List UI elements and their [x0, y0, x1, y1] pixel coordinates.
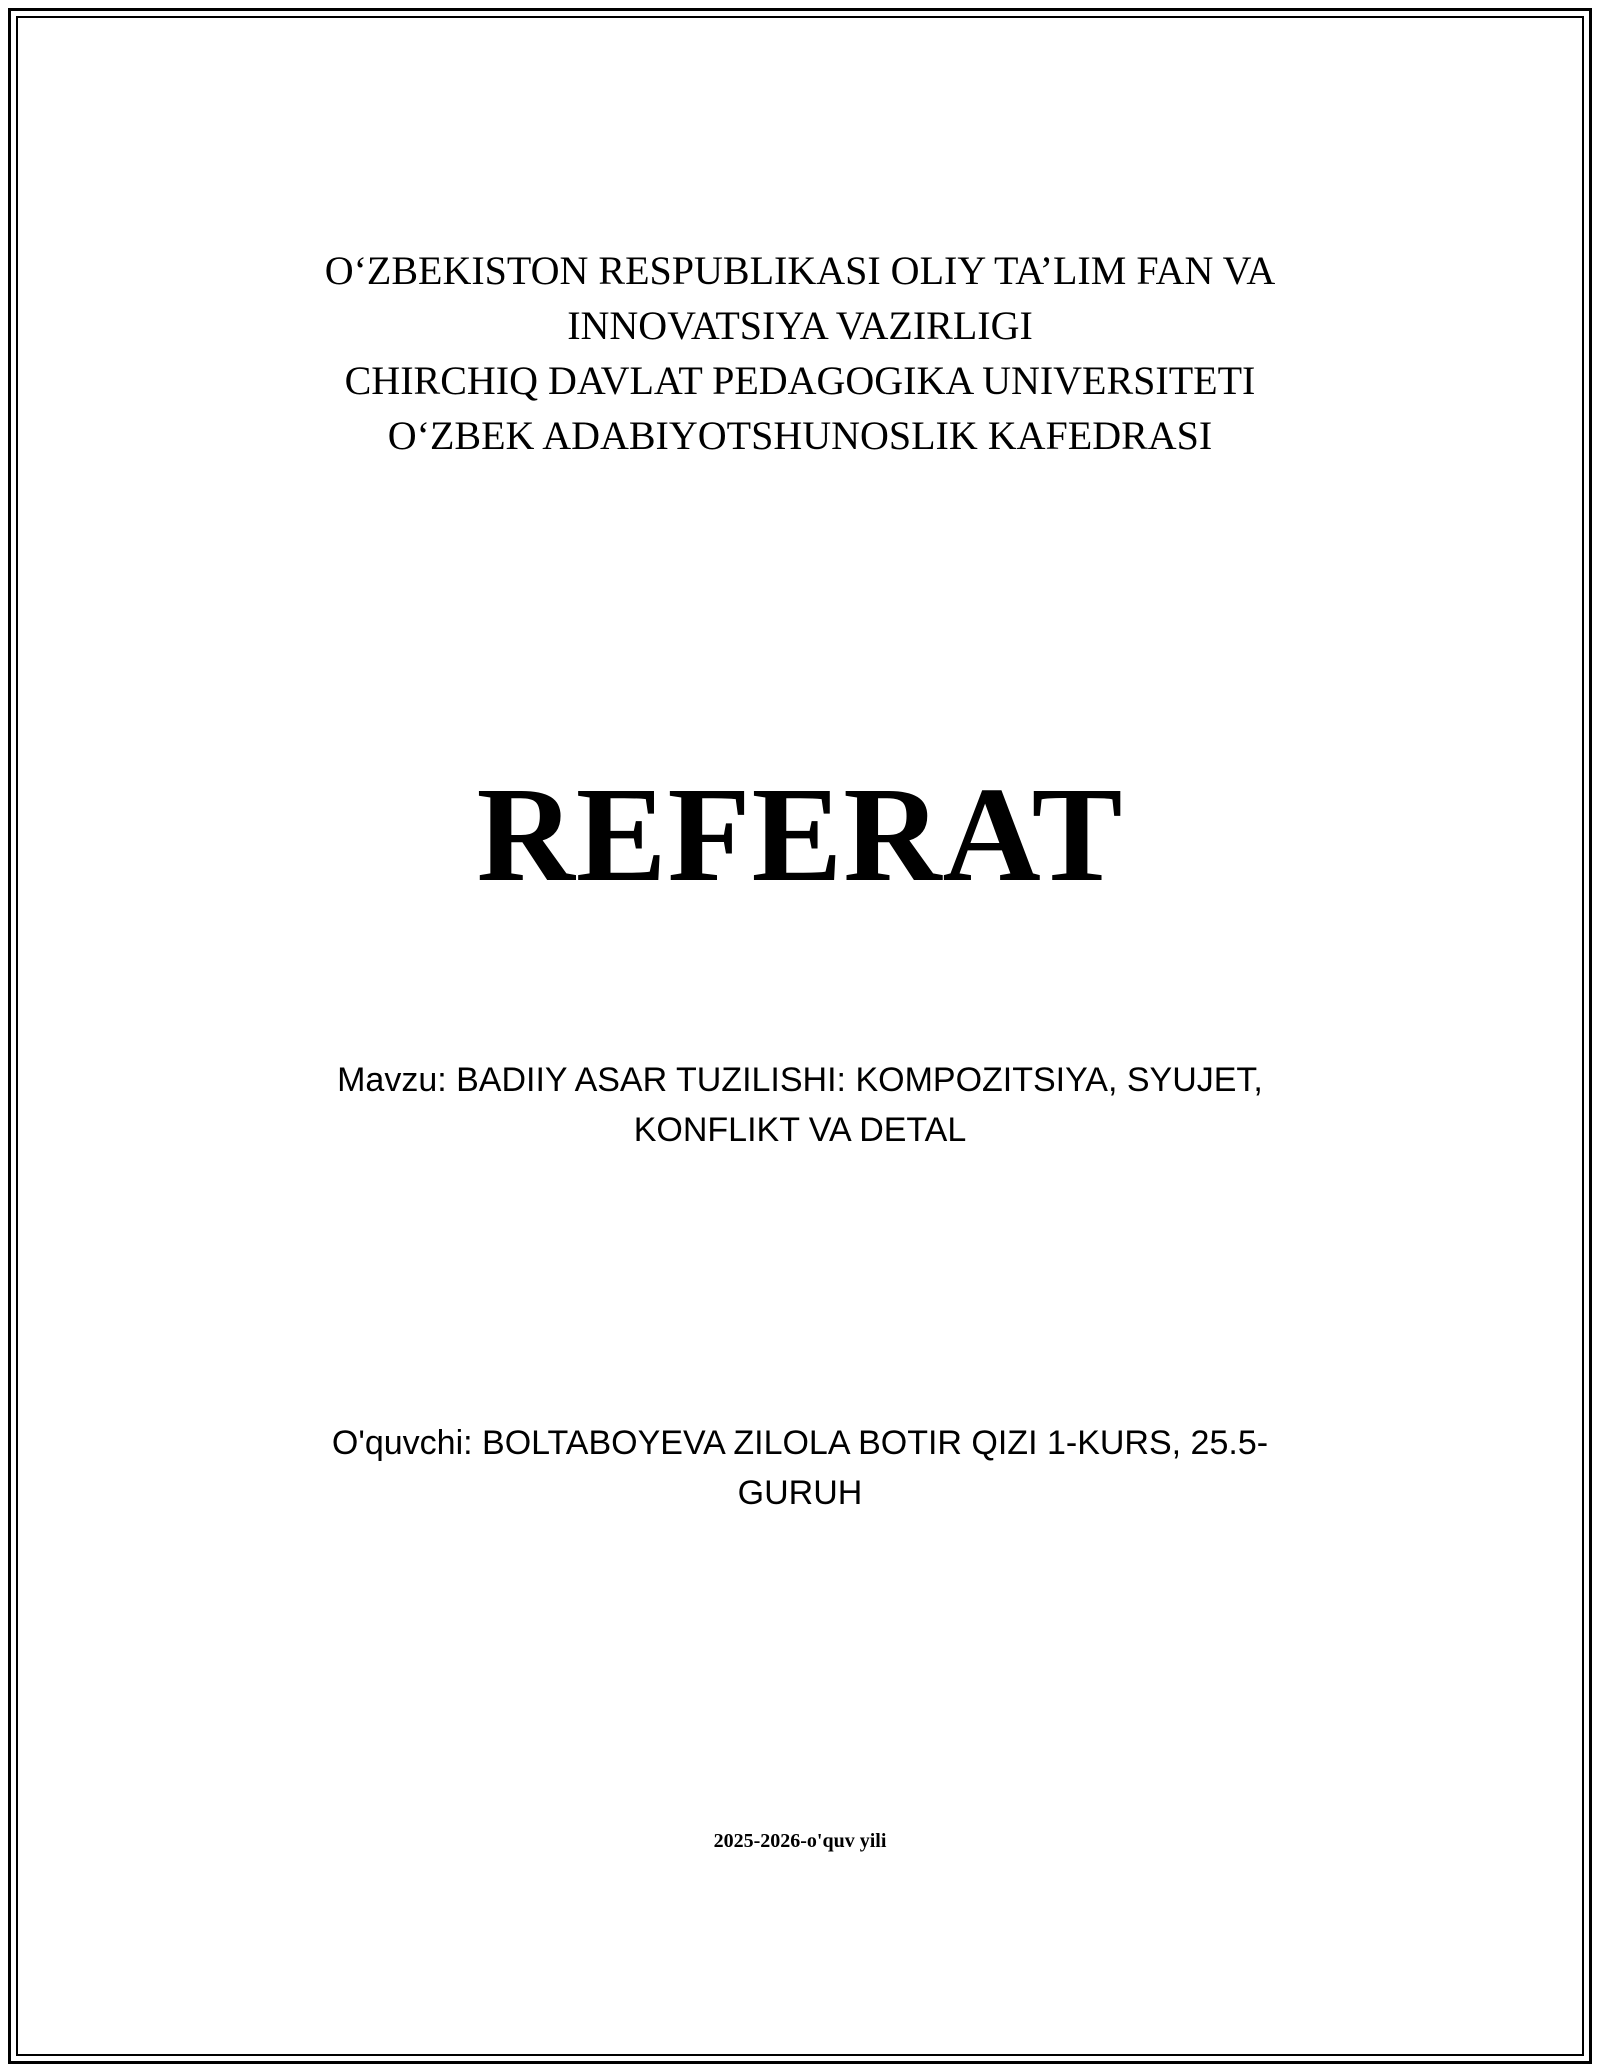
document-title: REFERAT	[476, 760, 1124, 910]
student-line-2: GURUH	[737, 1474, 863, 1512]
department-name: O‘ZBEK ADABIYOTSHUNOSLIK KAFEDRASI	[387, 413, 1213, 458]
ministry-line-1: O‘ZBEKISTON RESPUBLIKASI OLIY TA’LIM FAN VA	[324, 248, 1276, 293]
student-block	[0, 1418, 1600, 1518]
student-line-1: O'quvchi: BOLTABOYEVA ZILOLA BOTIR QIZI 1-KURS, 25.5-	[331, 1424, 1269, 1462]
topic-block	[0, 1055, 1600, 1155]
topic-line-1: Mavzu: BADIIY ASAR TUZILISHI: KOMPOZITSIYA, SYUJET,	[337, 1061, 1263, 1099]
university-name: CHIRCHIQ DAVLAT PEDAGOGIKA UNIVERSITETI	[344, 358, 1256, 403]
academic-year: 2025-2026-o'quv yili	[713, 1830, 887, 1852]
topic-line-2: KONFLIKT VA DETAL	[633, 1111, 967, 1149]
ministry-line-2: INNOVATSIYA VAZIRLIGI	[567, 303, 1033, 348]
institution-header	[0, 243, 1600, 463]
